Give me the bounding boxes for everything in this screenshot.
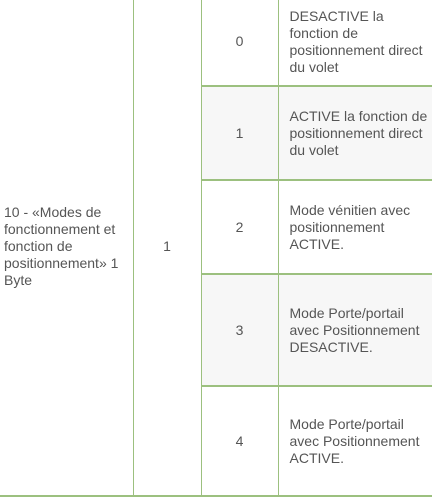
option-value: 0 xyxy=(235,33,244,49)
default-value-cell xyxy=(133,0,201,496)
table-row xyxy=(0,0,432,86)
option-description-cell xyxy=(278,86,432,180)
option-description-cell xyxy=(278,386,432,496)
option-value-cell xyxy=(201,386,278,496)
option-description: Mode Porte/portail avec Positionnement ACTIVE. xyxy=(289,415,420,466)
option-value: 3 xyxy=(235,321,244,338)
option-description-cell xyxy=(278,274,432,386)
option-description: DESACTIVE la fonction de positionnement direct du volet xyxy=(289,7,423,75)
parameter-name: 10 - «Modes de fonctionnement et fonction de positionnement» 1 Byte xyxy=(4,204,119,288)
option-value: 2 xyxy=(235,218,244,235)
parameter-name-cell xyxy=(0,0,133,496)
option-value: 4 xyxy=(235,432,244,449)
option-description: Mode Porte/portail avec Positionnement DESACTIVE. xyxy=(289,304,420,355)
option-value: 1 xyxy=(235,124,244,141)
option-value-cell xyxy=(201,0,278,86)
option-description-cell xyxy=(278,0,432,86)
option-description: Mode vénitien avec positionnement ACTIVE. xyxy=(289,201,411,252)
default-value: 1 xyxy=(163,238,171,254)
option-description-cell xyxy=(278,180,432,274)
option-value-cell xyxy=(201,274,278,386)
option-value-cell xyxy=(201,86,278,180)
option-value-cell xyxy=(201,180,278,274)
option-description: ACTIVE la fonction de positionnement direct du volet xyxy=(289,107,428,158)
